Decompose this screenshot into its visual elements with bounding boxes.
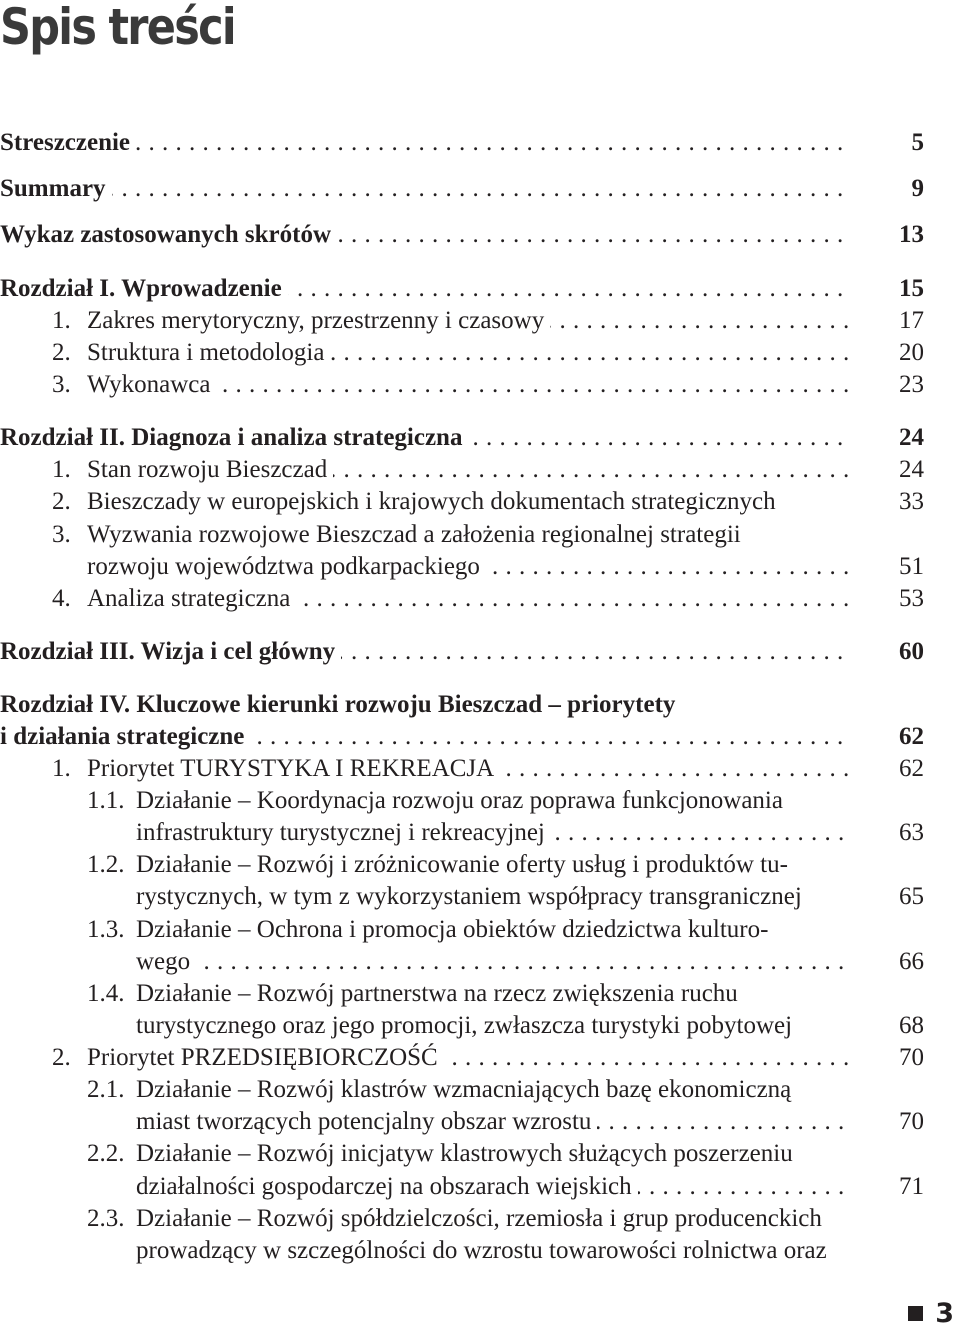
toc-entry-title: Działanie – Ochrona i promocja obiektów dziedzictwa kulturo- (136, 916, 774, 943)
toc-entry-title-wrapper (136, 1171, 850, 1203)
toc-entry-page: 17 (899, 307, 924, 334)
toc-entry[interactable] (0, 173, 960, 205)
toc-entry[interactable] (0, 219, 960, 251)
toc-entry-number: 2. (52, 488, 71, 515)
toc-entry-title: rozwoju województwa podkarpackiego (87, 553, 486, 580)
toc-entry-page: 23 (899, 371, 924, 398)
toc-entry[interactable] (0, 1106, 960, 1138)
toc-entry[interactable] (0, 785, 960, 817)
toc-entry[interactable] (0, 817, 960, 849)
toc-entry-title-wrapper (87, 486, 865, 518)
toc-entry-title: infrastruktury turystycznej i rekreacyjnej (136, 819, 551, 846)
toc-entry-title-wrapper (136, 849, 860, 881)
toc-entry[interactable] (0, 273, 960, 305)
square-bullet-icon (908, 1306, 923, 1321)
toc-entry-title-wrapper (0, 721, 850, 753)
page-footer (908, 1298, 954, 1329)
toc-entry-title: Działanie – Rozwój i zróżnicowanie oferty usług i produktów tu- (136, 851, 794, 878)
toc-entry[interactable] (0, 305, 960, 337)
toc-entry[interactable] (0, 978, 960, 1010)
toc-entry-page: 66 (899, 948, 924, 975)
toc-entry-title-wrapper (87, 454, 850, 486)
toc-entry-number: 4. (52, 585, 71, 612)
toc-entry-title: Działanie – Koordynacja rozwoju oraz poprawa funkcjonowania (136, 787, 789, 814)
toc-entry-page: 13 (899, 221, 924, 248)
toc-entry-title: Działanie – Rozwój inicjatyw klastrowych służących poszerzeniu (136, 1140, 799, 1167)
toc-entry-title-wrapper (136, 1235, 860, 1267)
toc-entry-title-wrapper (0, 422, 850, 454)
toc-entry[interactable] (0, 689, 960, 721)
toc-entry-page: 65 (899, 883, 924, 910)
toc-entry-title-wrapper (87, 369, 850, 401)
toc-entry-title-wrapper (87, 305, 850, 337)
toc-entry-title-wrapper (136, 817, 850, 849)
toc-entry-page: 53 (899, 585, 924, 612)
toc-entry-title: prowadzący w szczególności do wzrostu towarowości rolnictwa oraz (136, 1237, 833, 1264)
toc-entry-title: miast tworzących potencjalny obszar wzrostu (136, 1108, 597, 1135)
toc-entry-title: Bieszczady w europejskich i krajowych dokumentach strategicznych (87, 488, 782, 515)
toc-entry[interactable] (0, 1203, 960, 1235)
toc-entry-title-wrapper (136, 946, 850, 978)
toc-entry[interactable] (0, 1010, 960, 1042)
toc-entry-title-wrapper (0, 173, 850, 205)
toc-entry-title-wrapper (87, 337, 850, 369)
toc-entry-title-wrapper (0, 273, 850, 305)
toc-entry[interactable] (0, 1042, 960, 1074)
toc-entry[interactable] (0, 583, 960, 615)
toc-entry-number: 1. (52, 307, 71, 334)
toc-entry-page: 68 (899, 1012, 924, 1039)
toc-entry-page: 15 (899, 275, 924, 302)
toc-entry-page: 70 (899, 1044, 924, 1071)
toc-entry-page: 62 (899, 723, 924, 750)
toc-entry[interactable] (0, 422, 960, 454)
toc-entry-title-wrapper (87, 551, 850, 583)
toc-entry-title-wrapper (136, 1106, 850, 1138)
page-title: Spis treści (0, 0, 235, 56)
toc-entry-title: Rozdział III. Wizja i cel główny (0, 638, 341, 665)
toc-entry-title-wrapper (0, 636, 850, 668)
toc-entry-title: Priorytet PRZEDSIĘBIORCZOŚĆ (87, 1044, 444, 1071)
toc-entry-title: Summary (0, 175, 112, 202)
toc-entry[interactable] (0, 849, 960, 881)
toc-entry-page: 9 (911, 175, 924, 202)
toc-entry-number: 3. (52, 521, 71, 548)
toc-entry-page: 20 (899, 339, 924, 366)
toc-entry-title-wrapper (0, 689, 860, 721)
toc-entry-title: działalności gospodarczej na obszarach wiejskich (136, 1173, 638, 1200)
toc-entry-page: 71 (899, 1173, 924, 1200)
toc-entry-title: Streszczenie (0, 129, 136, 156)
toc-entry[interactable] (0, 914, 960, 946)
toc-entry-page: 62 (899, 755, 924, 782)
toc-entry-page: 5 (911, 129, 924, 156)
toc-entry-page: 70 (899, 1108, 924, 1135)
toc-entry-title: Priorytet TURYSTYKA I REKREACJA (87, 755, 500, 782)
toc-entry-title: Struktura i metodologia (87, 339, 330, 366)
toc-entry[interactable] (0, 519, 960, 551)
toc-entry[interactable] (0, 551, 960, 583)
toc-entry-number: 2.3. (87, 1205, 125, 1232)
toc-entry[interactable] (0, 1235, 960, 1267)
toc-entry-title-wrapper (136, 785, 860, 817)
toc-entry-title-wrapper (0, 219, 850, 251)
toc-entry-title-wrapper (136, 881, 865, 913)
page-number: 3 (935, 1298, 954, 1329)
toc-entry-page: 24 (899, 424, 924, 451)
toc-entry-title: Wyzwania rozwojowe Bieszczad a założenia regionalnej strategii (87, 521, 747, 548)
toc-entry[interactable] (0, 753, 960, 785)
toc-entry-number: 2.2. (87, 1140, 125, 1167)
toc-entry[interactable] (0, 369, 960, 401)
toc-entry-page: 51 (899, 553, 924, 580)
toc-entry-number: 2. (52, 339, 71, 366)
toc-entry-number: 1. (52, 755, 71, 782)
toc-entry[interactable] (0, 486, 960, 518)
toc-entry-title: Rozdział II. Diagnoza i analiza strategiczna (0, 424, 468, 451)
toc-entry-title-wrapper (136, 1010, 865, 1042)
toc-entry-title-wrapper (136, 914, 860, 946)
toc-entry-title-wrapper (136, 978, 860, 1010)
toc-entry[interactable] (0, 337, 960, 369)
toc-entry-title: Działanie – Rozwój spółdzielczości, rzemiosła i grup producenckich (136, 1205, 828, 1232)
toc-entry[interactable] (0, 454, 960, 486)
toc-entry-number: 1.4. (87, 980, 125, 1007)
toc-entry-number: 2. (52, 1044, 71, 1071)
toc-entry-page: 24 (899, 456, 924, 483)
toc-entry-title-wrapper (136, 1074, 860, 1106)
toc-entry-title: Działanie – Rozwój klastrów wzmacniających bazę ekonomiczną (136, 1076, 797, 1103)
toc-entry-title: Analiza strategiczna (87, 585, 296, 612)
toc-entry-title: i działania strategiczne (0, 723, 250, 750)
toc-entry-title-wrapper (0, 127, 850, 159)
toc-entry[interactable] (0, 946, 960, 978)
toc-entry-title-wrapper (87, 519, 860, 551)
toc-entry-page: 60 (899, 638, 924, 665)
toc-entry-page: 33 (899, 488, 924, 515)
toc-entry-title: Rozdział I. Wprowadzenie (0, 275, 288, 302)
toc-entry-title: Wykaz zastosowanych skrótów (0, 221, 337, 248)
toc-entry[interactable] (0, 1171, 960, 1203)
toc-entry-number: 2.1. (87, 1076, 125, 1103)
toc-entry-title: wego (136, 948, 196, 975)
toc-entry[interactable] (0, 127, 960, 159)
toc-entry-number: 1.2. (87, 851, 125, 878)
toc-entry-title-wrapper (136, 1203, 860, 1235)
toc-entry[interactable] (0, 721, 960, 753)
toc-entry-title: Rozdział IV. Kluczowe kierunki rozwoju Bieszczad – priorytety (0, 691, 681, 718)
toc-entry[interactable] (0, 1138, 960, 1170)
toc-entry[interactable] (0, 881, 960, 913)
toc-entry-title: Zakres merytoryczny, przestrzenny i czasowy (87, 307, 550, 334)
toc-entry-title-wrapper (87, 583, 850, 615)
toc-entry-title: turystycznego oraz jego promocji, zwłaszcza turystyki pobytowej (136, 1012, 798, 1039)
toc-entry-title-wrapper (87, 1042, 850, 1074)
toc-entry[interactable] (0, 636, 960, 668)
toc-entry-title: Działanie – Rozwój partnerstwa na rzecz zwiększenia ruchu (136, 980, 744, 1007)
toc-entry[interactable] (0, 1074, 960, 1106)
toc-entry-number: 1. (52, 456, 71, 483)
toc-entry-number: 3. (52, 371, 71, 398)
toc-entry-number: 1.3. (87, 916, 125, 943)
toc-entry-title-wrapper (87, 753, 850, 785)
toc-entry-number: 1.1. (87, 787, 125, 814)
toc-entry-title: rystycznych, w tym z wykorzystaniem współpracy transgranicznej (136, 883, 808, 910)
toc-entry-page: 63 (899, 819, 924, 846)
toc-entry-title: Wykonawca (87, 371, 216, 398)
toc-entry-title: Stan rozwoju Bieszczad (87, 456, 333, 483)
toc-entry-title-wrapper (136, 1138, 860, 1170)
